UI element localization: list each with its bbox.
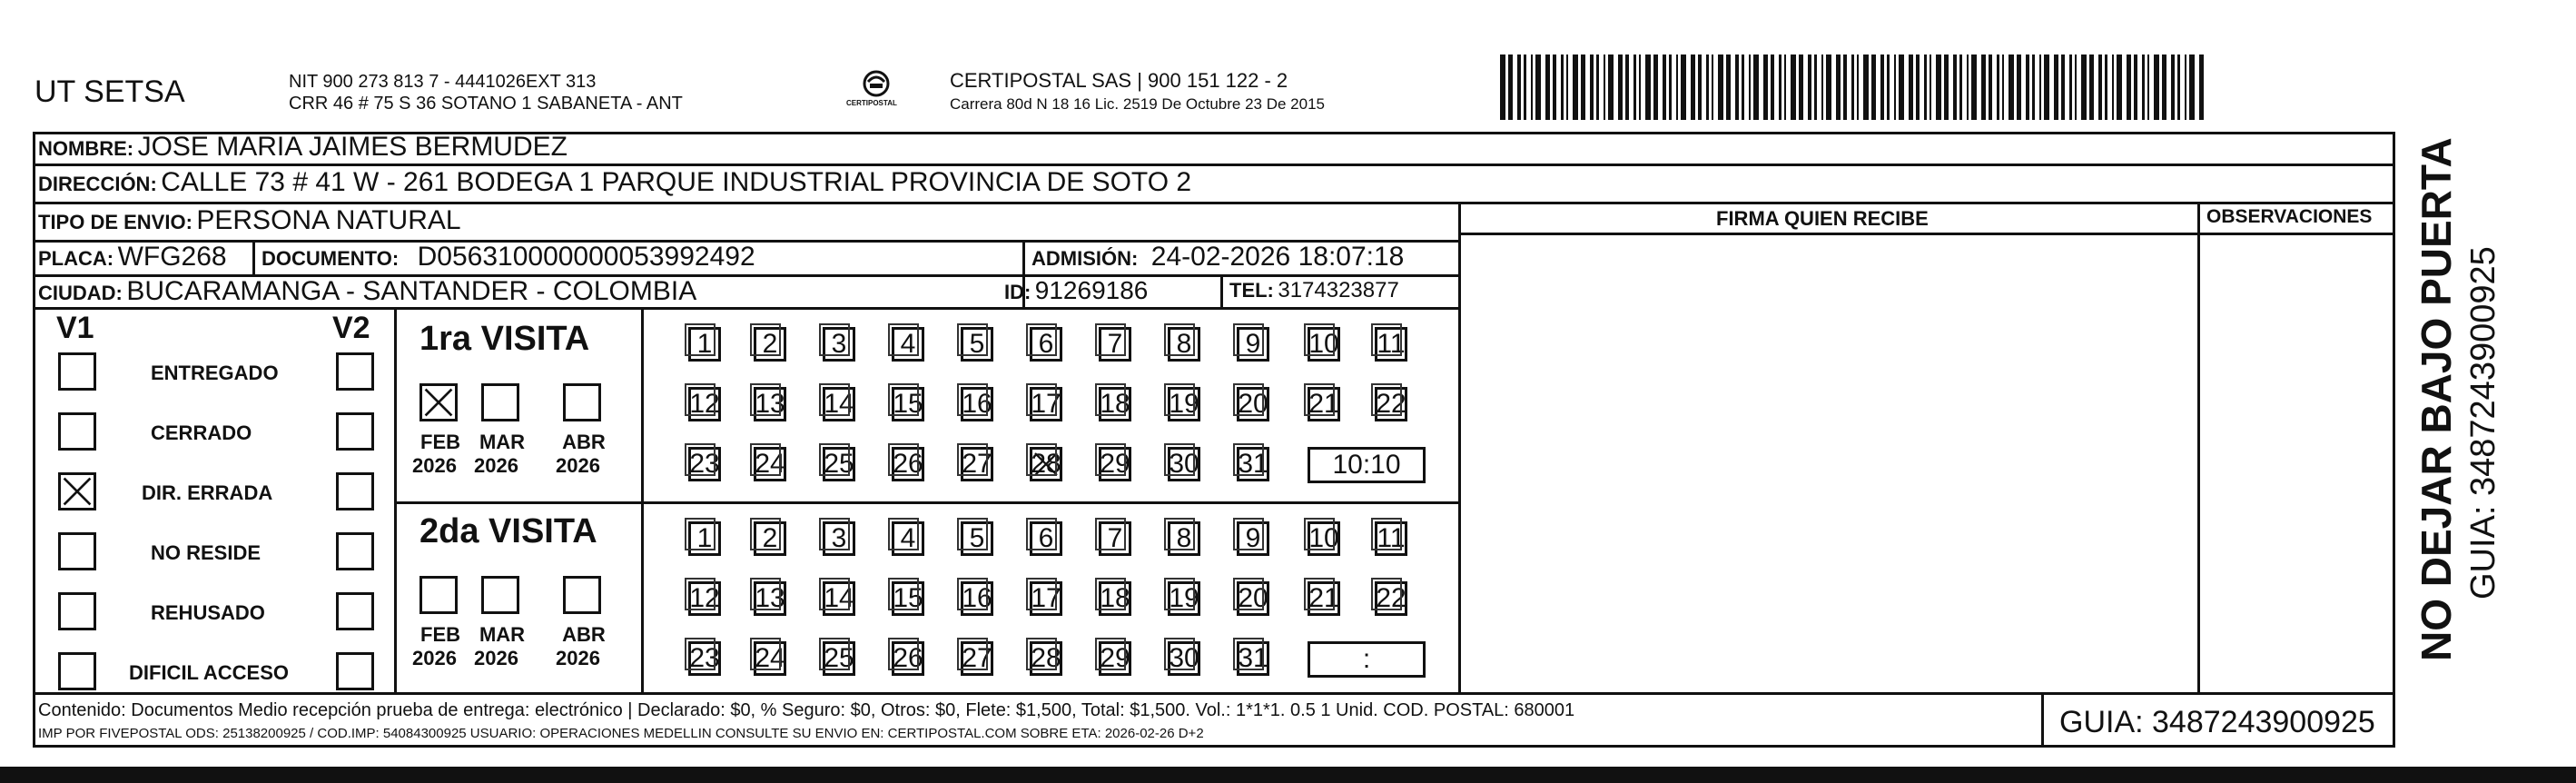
barcode-bar (2075, 55, 2077, 120)
barcode-bar (1909, 55, 1913, 120)
visit2-day-cell[interactable]: 26 (892, 641, 924, 676)
plate-label: PLACA: (38, 247, 114, 270)
visit2-day-cell[interactable]: 3 (823, 521, 855, 556)
visit1-year-label: 2026 (412, 454, 457, 477)
address-row (38, 169, 1191, 196)
barcode-bar (1531, 55, 1533, 120)
barcode-bar (2189, 55, 2195, 120)
barcode-bar (1535, 55, 1541, 120)
barcode-bar (1916, 55, 1920, 120)
barcode-bar (1633, 55, 1636, 120)
barcode-bar (1799, 55, 1803, 120)
document-row (262, 243, 755, 271)
barcode-bar (1581, 55, 1585, 120)
visit1-day-cell[interactable]: 17 (1030, 387, 1062, 421)
visit1-month-label: ABR (562, 431, 606, 453)
visit2-day-cell[interactable]: 20 (1237, 581, 1269, 616)
v1-checkbox[interactable] (58, 472, 96, 510)
barcode-bar (1924, 55, 1927, 120)
barcode-bar (2061, 55, 2065, 120)
plate-value: WFG268 (117, 242, 227, 272)
visit2-year-label: 2026 (556, 647, 600, 669)
v1-checkbox[interactable] (58, 652, 96, 690)
document-label: DOCUMENTO: (262, 247, 400, 270)
visit1-day-cell[interactable]: 6 (1030, 327, 1062, 362)
barcode-bar (1517, 55, 1521, 120)
visit1-day-cell[interactable]: 16 (961, 387, 993, 421)
barcode-bar (1590, 55, 1594, 120)
v1-checkbox[interactable] (58, 532, 96, 570)
visit2-day-cell[interactable]: 30 (1168, 641, 1200, 676)
visit1-day-cell[interactable]: 3 (823, 327, 855, 362)
barcode-bar (1742, 55, 1744, 120)
certipostal-logo (835, 69, 917, 113)
visit2-day-cell[interactable]: 31 (1237, 641, 1269, 676)
barcode-bar (1618, 55, 1623, 120)
status-label: REHUSADO (151, 601, 265, 624)
barcode-bar (1573, 55, 1578, 120)
barcode-bar (1706, 55, 1709, 120)
barcode-bar (1604, 55, 1605, 120)
visit1-day-cell[interactable]: 29 (1099, 447, 1131, 481)
certipostal-line-2: Carrera 80d N 18 16 Lic. 2519 De Octubre 23 De 2015 (950, 95, 1325, 113)
barcode-bar (2127, 55, 2131, 120)
recipient-name: JOSE MARIA JAIMES BERMUDEZ (137, 132, 568, 162)
v2-checkbox[interactable] (336, 652, 374, 690)
id-value: 91269186 (1034, 276, 1149, 304)
visit2-day-cell[interactable]: 9 (1237, 521, 1269, 556)
visit1-day-cell[interactable]: 22 (1375, 387, 1407, 421)
visit2-month-label: MAR (479, 623, 526, 646)
barcode-bar (1566, 55, 1568, 120)
barcode-bar (2177, 55, 2180, 120)
barcode-bar (1887, 55, 1890, 120)
barcode-bar (1749, 55, 1751, 120)
barcode-bar (1681, 55, 1686, 120)
barcode-bar (2098, 55, 2102, 120)
barcode-bar (1930, 55, 1931, 120)
barcode-bar (1814, 55, 1817, 120)
name-row (38, 134, 568, 161)
barcode-bar (2134, 55, 2137, 120)
visit1-day-cell[interactable]: 25 (823, 447, 855, 481)
visit2-day-cell[interactable]: 25 (823, 641, 855, 676)
visit1-day-cell[interactable]: 1 (688, 327, 721, 362)
visit2-day-cell[interactable]: 24 (754, 641, 786, 676)
barcode-bar (1669, 55, 1672, 120)
recipient-address: CALLE 73 # 41 W - 261 BODEGA 1 PARQUE INDUSTRIAL PROVINCIA DE SOTO 2 (161, 167, 1192, 197)
barcode-bar (2039, 55, 2041, 120)
visit1-month-label: MAR (479, 431, 526, 453)
visit2-month-checkbox[interactable] (563, 576, 601, 614)
visit2-year-label: 2026 (412, 647, 457, 669)
barcode-bar (1894, 55, 1896, 120)
barcode-bar (2162, 55, 2166, 120)
tel-value: 3174323877 (1278, 278, 1399, 302)
visit2-year-label: 2026 (474, 647, 518, 669)
status-label: CERRADO (151, 421, 252, 444)
status-label: DIR. ERRADA (142, 481, 273, 504)
barcode-bar (1763, 55, 1768, 120)
barcode-bar (1508, 55, 1513, 120)
visit1-day-cell[interactable]: 31 (1237, 447, 1269, 481)
barcode-bar (1712, 55, 1713, 120)
plate-row (38, 243, 227, 271)
barcode-bar (1639, 55, 1641, 120)
visit2-day-cell[interactable]: 2 (754, 521, 786, 556)
barcode-bar (2154, 55, 2159, 120)
visit1-day-cell[interactable]: 15 (892, 387, 924, 421)
barcode-bar (1836, 55, 1841, 120)
visit2-day-cell[interactable]: 14 (823, 581, 855, 616)
barcode-bar (1936, 55, 1941, 120)
barcode-bar (1851, 55, 1854, 120)
visit2-day-cell[interactable]: 22 (1375, 581, 1407, 616)
visit1-title: 1ra VISITA (419, 320, 590, 358)
visit2-month-checkbox[interactable] (419, 576, 458, 614)
visit1-day-cell[interactable]: 21 (1308, 387, 1340, 421)
visit1-day-cell[interactable]: 4 (892, 327, 924, 362)
barcode-bar (1821, 55, 1823, 120)
barcode-bar (2105, 55, 2107, 120)
barcode-bar (1645, 55, 1651, 120)
v2-checkbox[interactable] (336, 352, 374, 391)
barcode-bar (1553, 55, 1556, 120)
barcode-bar (2026, 55, 2029, 120)
nit-line-1: NIT 900 273 813 7 - 4441026EXT 313 (289, 72, 597, 92)
barcode-bar (1863, 55, 1869, 120)
visit1-month-label: FEB (420, 431, 460, 453)
shipment-type: PERSONA NATURAL (196, 205, 461, 235)
barcode-bar (2081, 55, 2087, 120)
barcode-bar (2147, 55, 2149, 120)
visit1-day-cell[interactable]: 9 (1237, 327, 1269, 362)
barcode-bar (1663, 55, 1666, 120)
id-row (1004, 278, 1148, 303)
barcode-bar (2044, 55, 2049, 120)
status-label: DIFICIL ACCESO (129, 661, 290, 684)
visit2-month-checkbox[interactable] (481, 576, 519, 614)
barcode-bar (2142, 55, 2145, 120)
tel-label: TEL: (1229, 279, 1274, 302)
visit2-day-cell[interactable]: 19 (1168, 581, 1200, 616)
visit1-month-checkbox[interactable] (419, 383, 458, 421)
city-value: BUCARAMANGA - SANTANDER - COLOMBIA (126, 276, 697, 306)
visit1-day-cell[interactable]: 12 (688, 387, 721, 421)
v2-checkbox[interactable] (336, 532, 374, 570)
visit1-day-cell[interactable]: 8 (1168, 327, 1200, 362)
visit2-day-cell[interactable]: 6 (1030, 521, 1062, 556)
v1-checkbox[interactable] (58, 352, 96, 391)
visit1-month-checkbox[interactable] (481, 383, 519, 421)
visit1-day-cell[interactable]: 14 (823, 387, 855, 421)
type-label: TIPO DE ENVIO: (38, 211, 192, 233)
barcode-bar (1953, 55, 1957, 120)
v1-label: V1 (56, 311, 94, 345)
visit1-day-cell[interactable]: 7 (1099, 327, 1131, 362)
barcode-bar (1997, 55, 1999, 120)
barcode-bar (2089, 55, 2094, 120)
barcode-bar (1698, 55, 1702, 120)
v2-checkbox[interactable] (336, 412, 374, 451)
barcode-bar (1735, 55, 1739, 120)
visit2-day-cell[interactable]: 16 (961, 581, 993, 616)
nit-line-2: CRR 46 # 75 S 36 SOTANO 1 SABANETA - ANT (289, 94, 683, 114)
city-row (38, 278, 696, 305)
no-dejar-bajo-puerta: NO DEJAR BAJO PUERTA (2413, 137, 2460, 661)
visit1-day-cell[interactable]: 10 (1308, 327, 1340, 362)
admission-value: 24-02-2026 18:07:18 (1150, 242, 1405, 272)
visit2-time-box[interactable]: : (1308, 641, 1426, 678)
v1-checkbox[interactable] (58, 412, 96, 451)
footer-line-2: IMP POR FIVEPOSTAL ODS: 25138200925 / COD.IMP: 54084300925 USUARIO: OPERACIONES MEDELLIN CONSULTE SU ENVIO EN: CERTIPOSTAL.COM SOBRE ETA: 2026-02-26 D+2 (38, 726, 1204, 741)
barcode-bar (1561, 55, 1564, 120)
barcode-bar (1753, 55, 1759, 120)
visit2-day-cell[interactable]: 1 (688, 521, 721, 556)
barcode-bar (1871, 55, 1876, 120)
barcode-bar (1545, 55, 1550, 120)
visit1-day-cell[interactable]: 2 (754, 327, 786, 362)
v2-label: V2 (332, 311, 370, 345)
visit1-day-cell[interactable]: 13 (754, 387, 786, 421)
barcode-bar (1771, 55, 1774, 120)
visit1-day-cell[interactable]: 18 (1099, 387, 1131, 421)
visit1-time-box[interactable]: 10:10 (1308, 447, 1426, 483)
barcode-bar (1653, 55, 1658, 120)
barcode-bar (2185, 55, 2186, 120)
status-label: ENTREGADO (151, 362, 279, 384)
barcode-bar (1779, 55, 1781, 120)
visit2-day-cell[interactable]: 11 (1375, 521, 1407, 556)
admission-row (1031, 243, 1404, 271)
footer-line-1: Contenido: Documentos Medio recepción prueba de entrega: electrónico | Declarado: $0, % Seguro: $0, Otros: $0, Flete: $1,500, Total: $1,500. Vol.: 1*1*1. 0.5 1 Unid. COD. POSTAL: 680001 (38, 700, 1575, 720)
certipostal-line-1: CERTIPOSTAL SAS | 900 151 122 - 2 (950, 69, 1288, 92)
visit2-day-cell[interactable]: 15 (892, 581, 924, 616)
barcode-bar (1524, 55, 1526, 120)
visit2-day-cell[interactable]: 28 (1030, 641, 1062, 676)
visit1-month-checkbox[interactable] (563, 383, 601, 421)
barcode-bar (1857, 55, 1859, 120)
v1-checkbox[interactable] (58, 592, 96, 630)
barcode-bar (1596, 55, 1599, 120)
barcode-bar (1808, 55, 1811, 120)
barcode-bar (1791, 55, 1796, 120)
visit1-day-cell[interactable]: 24 (754, 447, 786, 481)
visit1-day-cell[interactable]: 23 (688, 447, 721, 481)
visit1-day-cell[interactable]: 27 (961, 447, 993, 481)
v2-checkbox[interactable] (336, 472, 374, 510)
visit2-month-label: FEB (420, 623, 460, 646)
visit1-day-cell[interactable]: 30 (1168, 447, 1200, 481)
visit2-day-cell[interactable]: 7 (1099, 521, 1131, 556)
barcode-bar (1967, 55, 1969, 120)
visit1-day-cell[interactable]: 19 (1168, 387, 1200, 421)
visit2-day-cell[interactable]: 23 (688, 641, 721, 676)
barcode-bar (2032, 55, 2035, 120)
barcode-bar (2117, 55, 2122, 120)
barcode-bar (1608, 55, 1614, 120)
barcode-bar (1981, 55, 1986, 120)
visit1-day-cell[interactable]: 11 (1375, 327, 1407, 362)
barcode-bar (1826, 55, 1831, 120)
visit2-day-cell[interactable]: 21 (1308, 581, 1340, 616)
name-label: NOMBRE: (38, 137, 134, 160)
city-label: CIUDAD: (38, 282, 123, 304)
admission-label: ADMISIÓN: (1031, 247, 1139, 270)
barcode-bar (1500, 55, 1505, 120)
barcode-bar (1989, 55, 1992, 120)
side-guia: GUIA: 3487243900925 (2464, 246, 2502, 600)
visit1-year-label: 2026 (474, 454, 518, 477)
visit2-month-label: ABR (562, 623, 606, 646)
barcode-bar (2054, 55, 2058, 120)
barcode-bar (1676, 55, 1678, 120)
visit1-day-cell[interactable]: 26 (892, 447, 924, 481)
status-label: NO RESIDE (151, 541, 262, 564)
visit2-day-cell[interactable]: 8 (1168, 521, 1200, 556)
visit2-day-cell[interactable]: 13 (754, 581, 786, 616)
barcode-bar (1971, 55, 1977, 120)
barcode-bar (2199, 55, 2204, 120)
visit2-day-cell[interactable]: 5 (961, 521, 993, 556)
barcode-bar (2008, 55, 2014, 120)
document-value: D056310000000053992492 (417, 242, 755, 272)
visit2-day-cell[interactable]: 18 (1099, 581, 1131, 616)
barcode-bar (1944, 55, 1949, 120)
barcode-bar (1899, 55, 1904, 120)
barcode-bar (1726, 55, 1731, 120)
barcode-bar (2069, 55, 2072, 120)
visit2-day-cell[interactable]: 4 (892, 521, 924, 556)
signature-label: FIRMA QUIEN RECIBE (1716, 207, 1929, 230)
address-label: DIRECCIÓN: (38, 173, 157, 195)
visit1-day-cell[interactable]: 20 (1237, 387, 1269, 421)
visit1-day-cell[interactable]: 5 (961, 327, 993, 362)
barcode-bar (1880, 55, 1884, 120)
barcode-bar (1718, 55, 1723, 120)
v2-checkbox[interactable] (336, 592, 374, 630)
visit2-day-cell[interactable]: 17 (1030, 581, 1062, 616)
id-label: ID: (1004, 281, 1031, 303)
visit2-day-cell[interactable]: 12 (688, 581, 721, 616)
logo-text: CERTIPOSTAL (846, 99, 897, 107)
barcode-bar (2002, 55, 2004, 120)
company-name: UT SETSA (35, 74, 185, 109)
barcode-bar (2112, 55, 2114, 120)
footer-guia: GUIA: 3487243900925 (2059, 705, 2375, 739)
visit2-day-cell[interactable]: 10 (1308, 521, 1340, 556)
visit1-day-cell[interactable]: 28 (1030, 447, 1062, 481)
bottom-strip (0, 767, 2576, 783)
observations-label: OBSERVACIONES (2206, 206, 2373, 227)
barcode-bar (1625, 55, 1629, 120)
visit1-year-label: 2026 (556, 454, 600, 477)
barcode-bar (2171, 55, 2175, 120)
visit2-day-cell[interactable]: 27 (961, 641, 993, 676)
barcode-bar (1784, 55, 1786, 120)
tel-row (1229, 280, 1399, 302)
visit2-day-cell[interactable]: 29 (1099, 641, 1131, 676)
barcode-bar (1843, 55, 1847, 120)
barcode-bar (1959, 55, 1962, 120)
type-row (38, 207, 461, 234)
barcode-bar (2017, 55, 2021, 120)
barcode-bar (1691, 55, 1695, 120)
barcode (1500, 55, 2201, 120)
visit2-title: 2da VISITA (419, 512, 597, 550)
